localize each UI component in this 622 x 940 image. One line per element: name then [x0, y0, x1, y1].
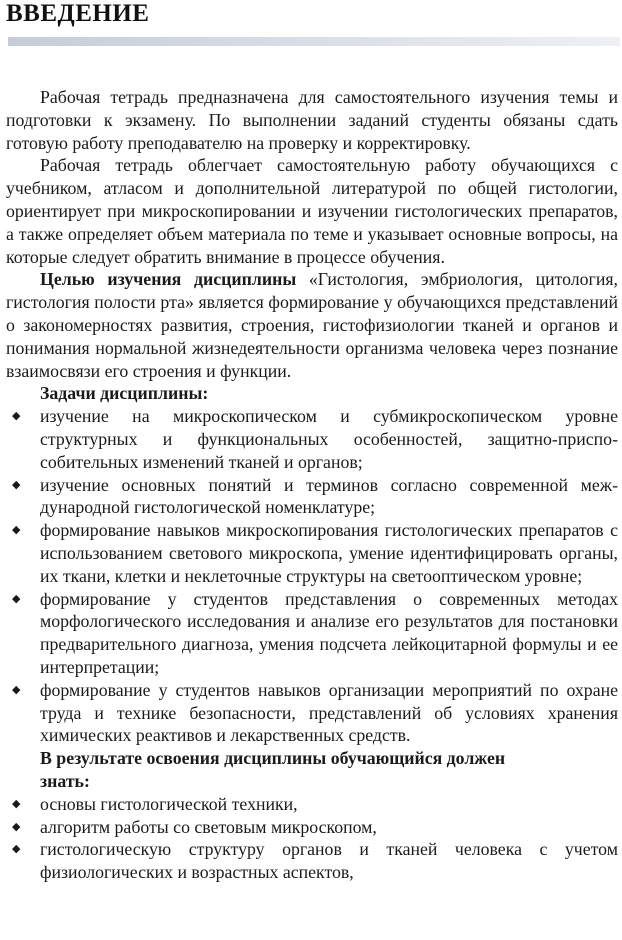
- tasks-heading: Задачи дисциплины:: [40, 383, 209, 404]
- body-text: [6, 86, 618, 884]
- paragraph-workbook: Рабочая тетрадь облегчает самостоятельную работу обучающихся с учебником, атласом и дополнительной литературой по общей гистологии, ориентирует при микроскопировании и изучении гистологических препаратов, а также определяет объем материала по теме и указывает основные вопросы, на которые следует обратить внимание в процессе обучения.: [6, 155, 618, 267]
- diamond-bullet-icon: ◆: [12, 683, 21, 696]
- diamond-bullet-icon: ◆: [12, 843, 21, 856]
- tasks-list: [6, 405, 618, 747]
- list-item: ◆ формирование у студентов представления о современных методах морфологического исследования и анализе его результатов для постановки предварительного диагноза, умения подсчета лейкоцитарной формулы и ее интерпретации;: [12, 588, 618, 677]
- list-item: ◆ изучение на микроскопическом и субмикроскопическом уровне структурных и функциональных особенностей, защитно-приспособительных изменений тканей и органов;: [12, 406, 618, 472]
- diamond-bullet-icon: ◆: [12, 410, 21, 423]
- title-underline-bar: [8, 37, 620, 46]
- list-item: ◆ алгоритм работы со световым микроскопом,: [12, 816, 377, 837]
- results-heading: В результате освоения дисциплины обучающийся должен: [40, 748, 506, 769]
- list-item: ◆ формирование у студентов навыков организации мероприятий по охране труда и технике безопасности, представлений об условиях хранения химических реактивов и лекарственных средств.: [12, 679, 618, 746]
- diamond-bullet-icon: ◆: [12, 797, 21, 810]
- goal-lead: Целью изучения дисциплины: [40, 269, 297, 290]
- paragraph-goal: [6, 268, 618, 382]
- paragraph-purpose: Рабочая тетрадь предназначена для самостоятельного изучения темы и подготовки к экзамену. По выполнении заданий студенты обязаны сдать готовую работу преподавателю на проверку и корректировку.: [6, 87, 618, 153]
- goal-text: «Гистология, эмбриология, цитология, гистология полости рта» является формирование у обучающихся представлений о закономерностях развития, строения, гистофизиологии тканей и органов и понимания нормальной жизнедеятельности организма человека через познание взаимосвязи его строения и функции.: [6, 269, 618, 381]
- diamond-bullet-icon: ◆: [12, 524, 21, 537]
- diamond-bullet-icon: ◆: [12, 478, 21, 491]
- list-item: ◆ гистологическую структуру органов и тканей человека с учетом физиологических и возрастных аспектов,: [12, 839, 618, 883]
- diamond-bullet-icon: ◆: [12, 592, 21, 605]
- page-title: ВВЕДЕНИЕ: [6, 0, 150, 27]
- diamond-bullet-icon: ◆: [12, 820, 21, 833]
- know-label: знать:: [40, 770, 90, 791]
- list-item: ◆ основы гистологической техники,: [12, 793, 298, 814]
- know-list: [6, 793, 618, 884]
- list-item: ◆ формирование навыков микроскопирования гистологических препаратов с использованием светового микроскопа, умение идентифицировать органы, их ткани, клетки и неклеточные структуры на светооптическом уровне;: [12, 520, 618, 586]
- list-item: ◆ изучение основных понятий и терминов согласно современной международной гистологической номенклатуре;: [12, 474, 618, 518]
